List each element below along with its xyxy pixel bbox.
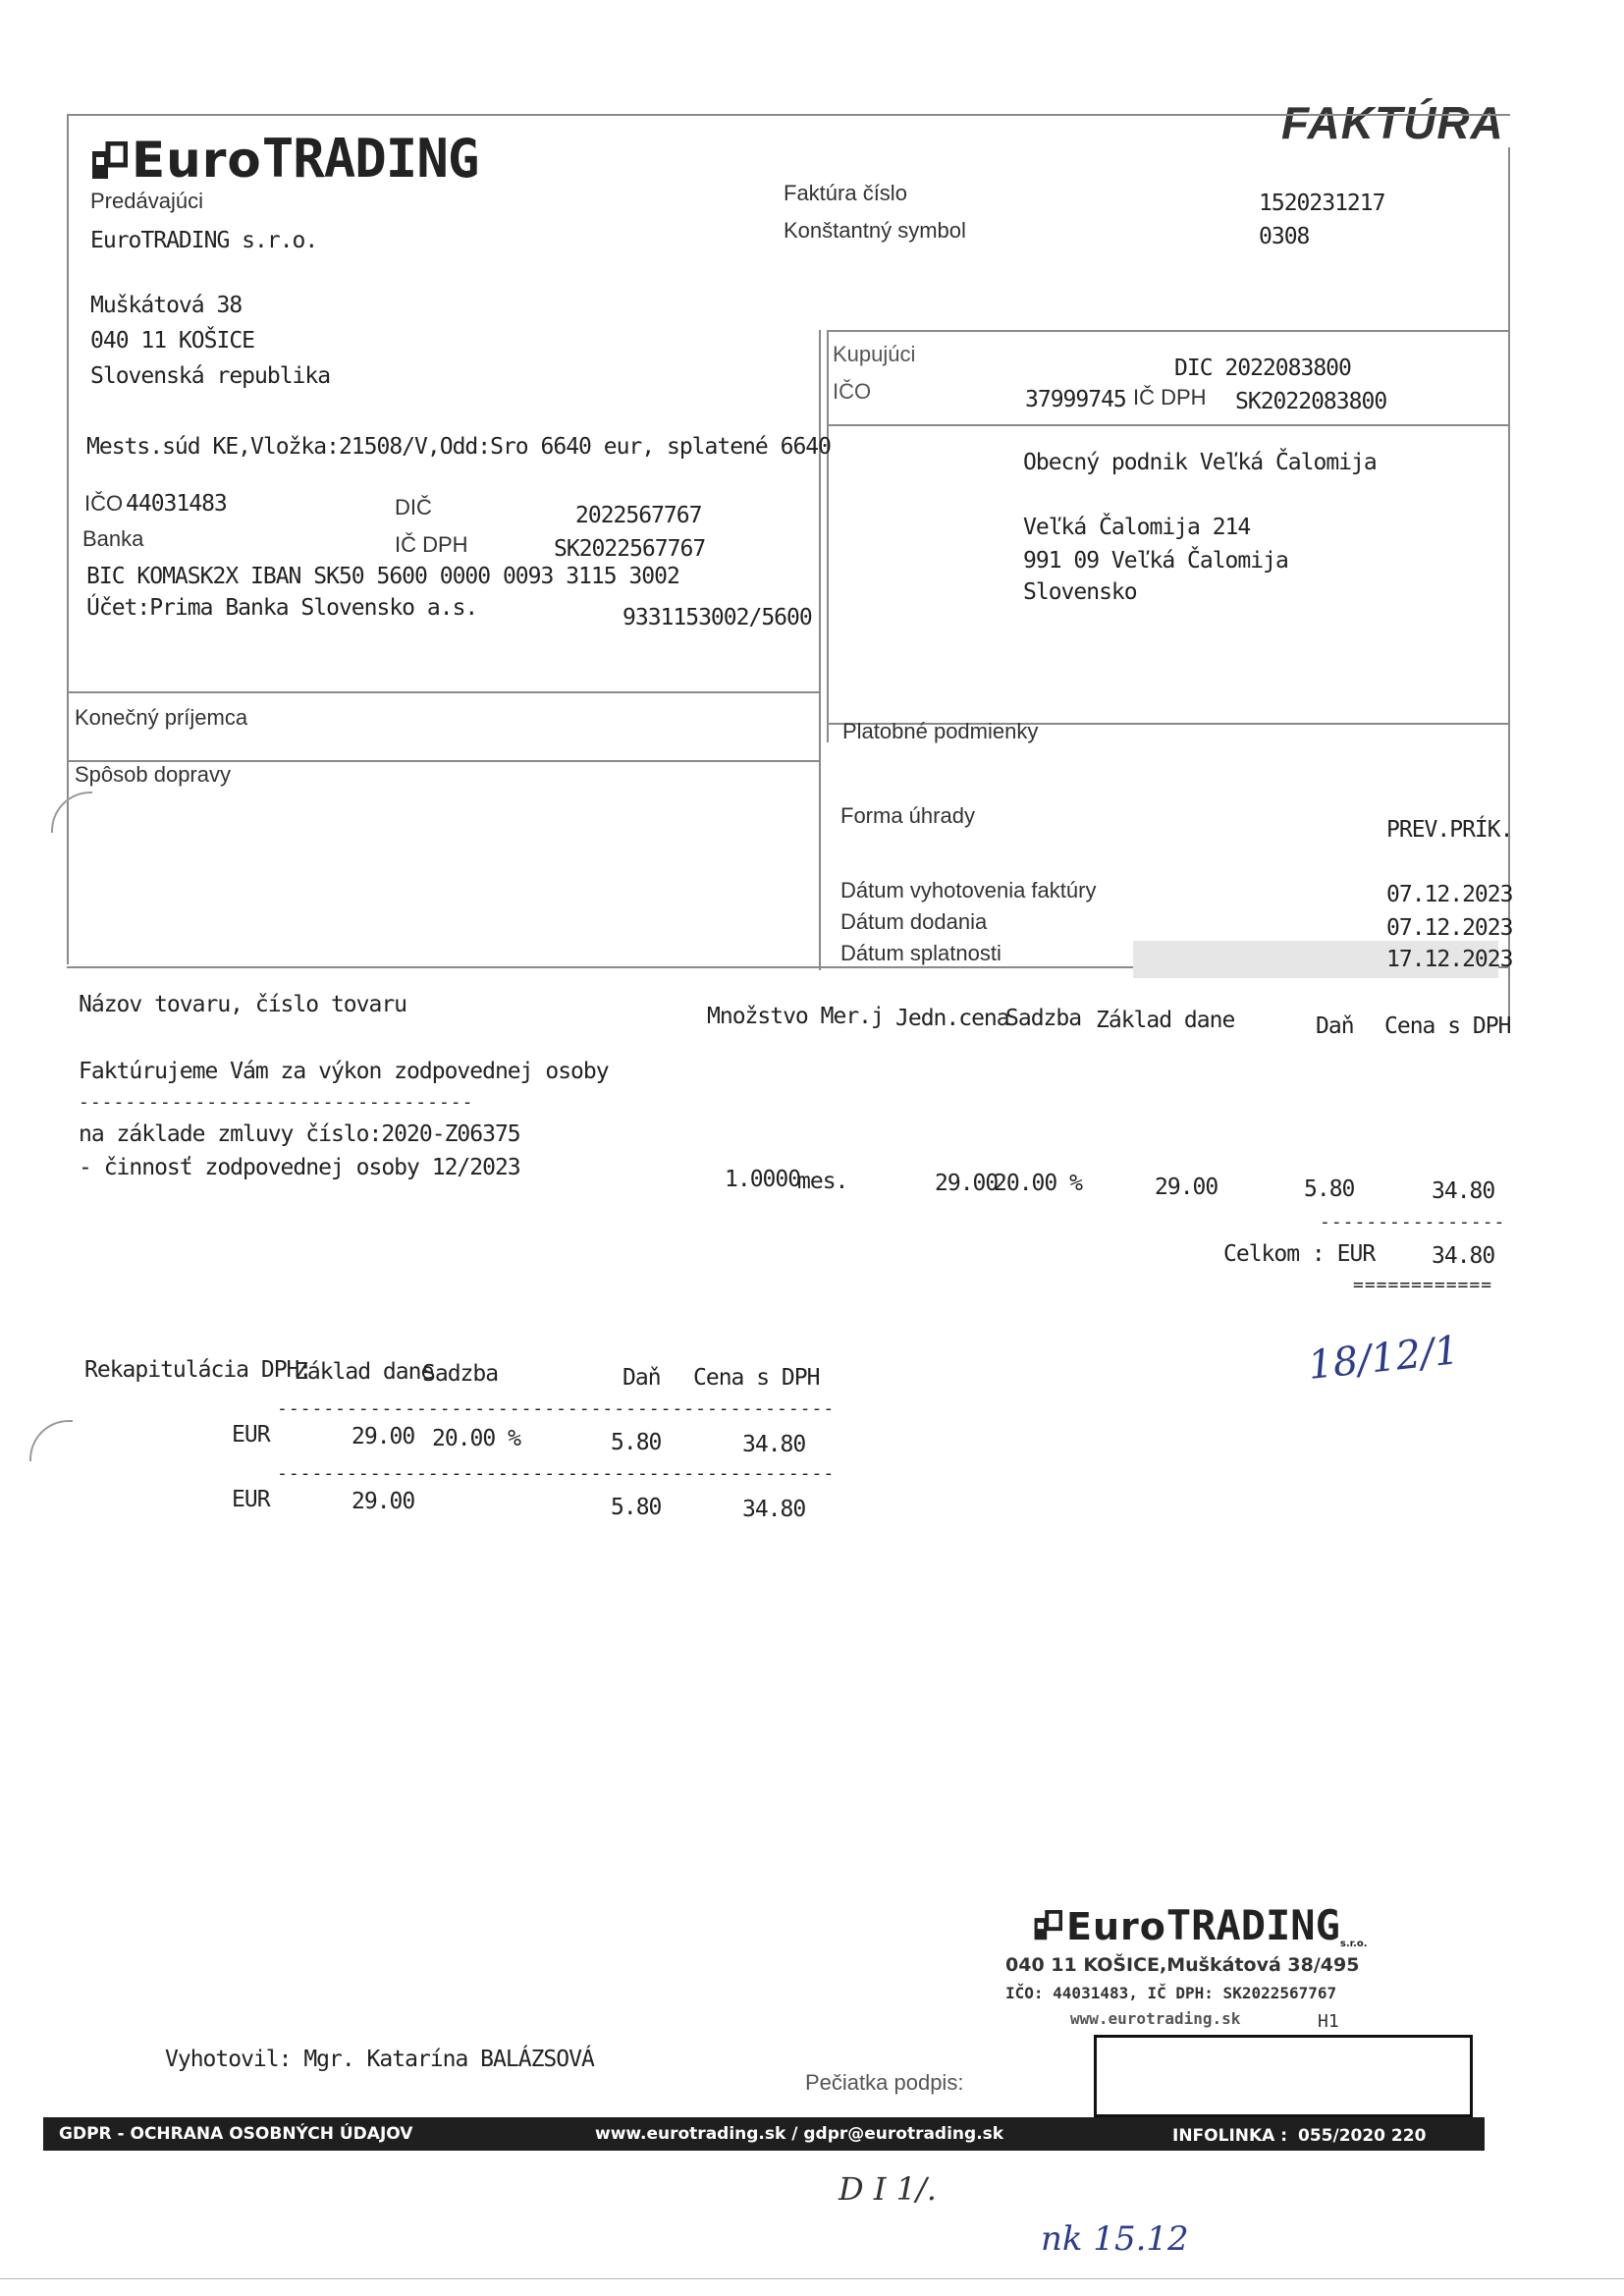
recap-row1-rate: 20.00 % [432, 1426, 520, 1451]
items-header-base: Základ dane [1096, 1008, 1235, 1033]
company-stamp-logo: EuroTRADINGs.r.o. [1033, 1901, 1368, 1949]
scan-bottom-edge [0, 2278, 1624, 2279]
item-description-1: Faktúrujeme Vám za výkon zodpovednej osoby [79, 1059, 609, 1084]
item-base: 29.00 [1155, 1175, 1218, 1200]
due-date: 17.12.2023 [1386, 947, 1513, 972]
document-title: FAKTÚRA [1281, 97, 1504, 148]
footer-gdpr: GDPR - OCHRANA OSOBNÝCH ÚDAJOV [59, 2124, 413, 2144]
item-qty: 1.0000 [725, 1167, 801, 1192]
totals-dash-divider: ---------------- [1320, 1212, 1506, 1232]
items-header-tax: Daň [1316, 1013, 1354, 1039]
recap-header-rate: Sadzba [422, 1361, 499, 1387]
seller-icdph-label: IČ DPH [395, 532, 468, 557]
seller-label: Predávajúci [90, 189, 203, 213]
footer-infoline: 055/2020 220 [1298, 2126, 1427, 2146]
item-description-2: na základe zmluvy číslo:2020-Z06375 [79, 1121, 520, 1147]
buyer-ico-label: IČO [833, 379, 872, 404]
const-symbol: 0308 [1259, 224, 1310, 249]
items-header-rate: Sadzba [1005, 1006, 1082, 1031]
seller-bic-iban: BIC KOMASK2X IBAN SK50 5600 0000 0093 3115 3002 [86, 564, 679, 589]
seller-icdph: SK2022567767 [554, 536, 706, 562]
seller-account-number: 9331153002/5600 [623, 605, 812, 630]
payment-conditions-label: Platobné podmienky [842, 719, 1039, 743]
stamp-mark: H1 [1318, 2011, 1339, 2032]
stamp-building-icon [1033, 1907, 1062, 1939]
buyer-icdph: SK2022083800 [1235, 389, 1387, 414]
footer-web: www.eurotrading.sk / gdpr@eurotrading.sk [595, 2124, 1004, 2144]
item-rate: 20.00 % [994, 1171, 1082, 1196]
buyer-ico: 37999745 [1025, 387, 1126, 412]
buyer-icdph-label: IČ DPH [1133, 385, 1207, 410]
seller-street: Muškátová 38 [90, 293, 243, 318]
seller-dic: 2022567767 [575, 503, 702, 528]
final-recipient-label: Konečný príjemca [75, 705, 248, 730]
item-unit-price: 29.00 [935, 1171, 999, 1196]
recap-label: Rekapitulácia DPH: [84, 1357, 312, 1383]
stamp-ids: IČO: 44031483, IČ DPH: SK2022567767 [1005, 1984, 1337, 2002]
buyer-box-left [827, 330, 829, 742]
issue-date-label: Dátum vyhotovenia faktúry [840, 878, 1097, 902]
due-date-label: Dátum splatnosti [840, 941, 1001, 965]
seller-city: 040 11 KOŠICE [90, 328, 255, 354]
frame-middle [819, 330, 821, 970]
signature-redaction-box [1094, 2035, 1473, 2117]
recap-header-total: Cena s DPH [693, 1365, 820, 1391]
buyer-label: Kupujúci [833, 342, 916, 366]
item-total: 34.80 [1432, 1178, 1495, 1204]
item-tax: 5.80 [1304, 1176, 1355, 1202]
handwritten-date-note: 18/12/1 [1306, 1328, 1462, 1389]
invoice-number: 1520231217 [1259, 191, 1385, 216]
totals-value: 34.80 [1432, 1243, 1495, 1269]
item-unit: mes. [797, 1169, 848, 1194]
recap-row1-tax: 5.80 [611, 1430, 662, 1455]
recap-header-base: Základ dane [295, 1359, 434, 1385]
items-header-qty-unit: Množstvo Mer.j [707, 1004, 884, 1029]
stamp-address: 040 11 KOŠICE,Muškátová 38/495 [1005, 1954, 1360, 1976]
seller-dic-label: DIČ [395, 495, 432, 519]
invoice-number-label: Faktúra číslo [784, 181, 907, 205]
recap-row2-tax: 5.80 [611, 1495, 662, 1520]
recap-divider-1: ------------------------------------------------ [277, 1398, 836, 1419]
seller-name: EuroTRADING s.r.o. [90, 228, 318, 253]
seller-ico-label: IČO [84, 491, 124, 516]
items-header-total: Cena s DPH [1384, 1013, 1511, 1039]
buyer-city: 991 09 Veľká Čalomija [1023, 548, 1288, 574]
company-logo: EuroTRADING [90, 128, 478, 190]
scan-mark-left-2 [29, 1420, 73, 1461]
buyer-dic: DIC 2022083800 [1174, 355, 1351, 381]
seller-account: Účet:Prima Banka Slovensko a.s. [86, 595, 478, 621]
transport-label: Spôsob dopravy [75, 762, 231, 787]
seller-bank-label: Banka [82, 526, 144, 551]
recap-header-tax: Daň [623, 1365, 661, 1391]
buyer-name: Obecný podnik Veľká Čalomija [1023, 450, 1377, 475]
item-description-3: - činnosť zodpovednej osoby 12/2023 [79, 1155, 520, 1180]
buyer-country: Slovensko [1023, 579, 1137, 605]
seller-registry: Mests.súd KE,Vložka:21508/V,Odd:Sro 6640 eur, splatené 6640 [86, 434, 831, 460]
footer-bar [43, 2117, 1485, 2151]
payment-method: PREV.PRÍK. [1386, 817, 1513, 843]
stamp-signature-label: Pečiatka podpis: [805, 2070, 964, 2095]
seller-country: Slovenská republika [90, 363, 331, 389]
items-header-name: Názov tovaru, číslo tovaru [79, 992, 407, 1017]
totals-label: Celkom : EUR [1223, 1241, 1376, 1267]
recap-row1-currency: EUR [232, 1422, 270, 1448]
recap-row1-total: 34.80 [742, 1432, 806, 1457]
recap-row1-base: 29.00 [352, 1424, 415, 1449]
seller-ico: 44031483 [126, 491, 227, 517]
items-header-unit-price: Jedn.cena [895, 1006, 1009, 1031]
recap-row2-currency: EUR [232, 1487, 270, 1512]
delivery-date-label: Dátum dodania [840, 909, 988, 934]
buyer-street: Veľká Čalomija 214 [1023, 515, 1251, 540]
recap-divider-2: ------------------------------------------------ [277, 1463, 836, 1484]
delivery-date: 07.12.2023 [1386, 915, 1513, 941]
handwritten-mark-2: nk 15.12 [1041, 2219, 1189, 2259]
handwritten-mark-1: D I 1/. [839, 2170, 937, 2208]
stamp-website: www.eurotrading.sk [1070, 2009, 1241, 2028]
buyer-box-top [827, 330, 1508, 332]
frame-left [67, 114, 69, 964]
const-symbol-label: Konštantný symbol [784, 218, 966, 243]
mid-divider-left [67, 691, 819, 693]
issue-date: 07.12.2023 [1386, 882, 1513, 907]
buyer-box-divider [827, 424, 1508, 426]
payment-method-label: Forma úhrady [840, 803, 975, 828]
scan-mark-left-1 [51, 792, 92, 833]
recap-row2-total: 34.80 [742, 1497, 806, 1522]
footer-infoline-label: INFOLINKA : [1172, 2126, 1288, 2146]
totals-double-divider: ============ [1353, 1275, 1493, 1295]
frame-top [67, 114, 1510, 116]
item-description-divider: ---------------------------------- [79, 1092, 474, 1113]
logo-building-icon [90, 136, 128, 175]
recap-row2-base: 29.00 [352, 1489, 415, 1514]
issued-by: Vyhotovil: Mgr. Katarína BALÁZSOVÁ [165, 2047, 594, 2072]
